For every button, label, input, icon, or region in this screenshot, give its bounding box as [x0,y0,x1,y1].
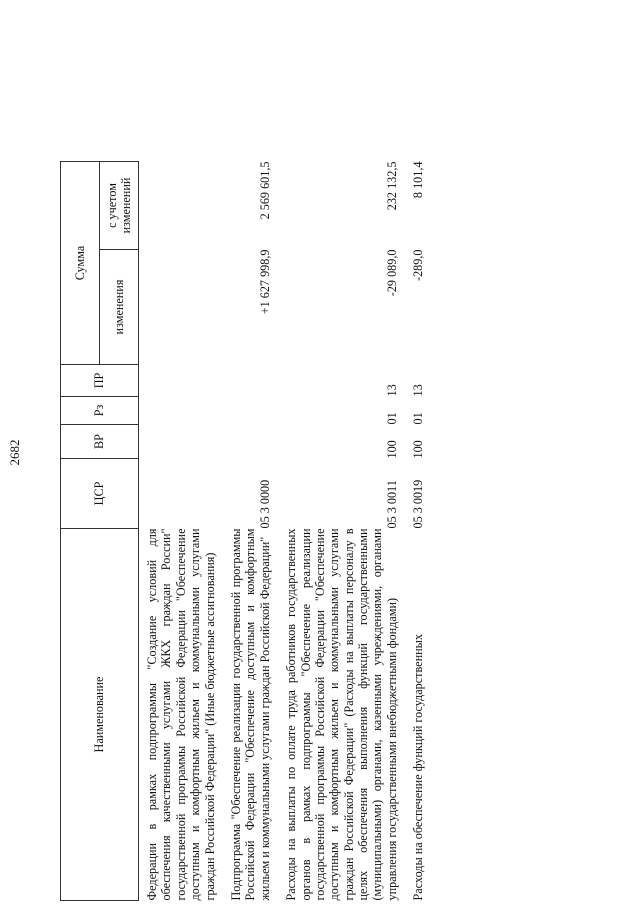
header-vr: ВР [61,425,139,459]
row-pr [217,365,272,397]
row-pr: 13 [384,384,399,397]
header-sum: Сумма [61,162,100,365]
row-rz: 01 [384,412,399,425]
row-csr: 05 3 0000 [257,479,272,529]
row-total: 2 569 601,5 [257,161,272,220]
row-name: Федерации в рамках подпрограммы "Создание условий для обеспечения качественными услугами ЖКХ граждан России" государственной программы Российской Федерации "Обеспечение доступным и комфортным жильем и коммунальными услугами граждан Российской Федерации" (Иные бюджетные ассигнования) [145,528,217,901]
row-total: 232 132,5 [384,161,399,211]
row-change: -289,0 [411,249,426,281]
page-number: 2682 [7,439,22,466]
header-name: Наименование [61,529,139,901]
row-change: +1 627 998,9 [257,249,272,315]
header-rz: Рз [61,397,139,425]
row-csr [139,459,217,529]
row-vr [139,425,217,459]
row-csr: 05 3 0019 [411,479,426,529]
header-change: изменения [100,250,139,365]
row-csr: 05 3 0011 [384,480,399,529]
row-name: Расходы на выплаты по оплате труда работников государственных органов в рамках подпрограммы "Обеспечение реализации государственной программы Российской Федерации "Обеспечение доступным и комфортным жильем и коммунальными услугами граждан Российской Федерации" (Расходы на выплаты персоналу в целях обеспечения выполнения функций государственными (муниципальными) органами, казенными учреждениями, органами управления государственными внебюджетными фондами) [284,528,399,901]
row-vr: 100 [384,440,399,459]
row-name: Подпрограмма "Обеспечение реализации государственной программы Российской Федерации "Обеспечение доступным и комфортным жильем и коммунальными услугами граждан Российской Федерации" [228,528,272,901]
row-pr: 13 [411,384,426,397]
budget-table [60,161,426,901]
row-change: -29 089,0 [384,249,399,297]
row-total: 8 101,4 [411,161,426,199]
row-vr: 100 [411,440,426,459]
row-vr [217,425,272,459]
table-row [217,162,272,901]
row-rz [217,397,272,425]
table-row [272,162,399,901]
table-row [139,162,217,901]
row-name: Расходы на обеспечение функций государственных [411,634,426,901]
header-csr: ЦСР [61,459,139,529]
row-rz [139,397,217,425]
table-row [399,162,425,901]
header-pr: ПР [61,365,139,397]
row-pr [139,365,217,397]
row-rz: 01 [411,412,426,425]
header-with-change: с учетом изменений [100,162,139,250]
row-change [139,250,217,365]
row-total [139,162,217,250]
